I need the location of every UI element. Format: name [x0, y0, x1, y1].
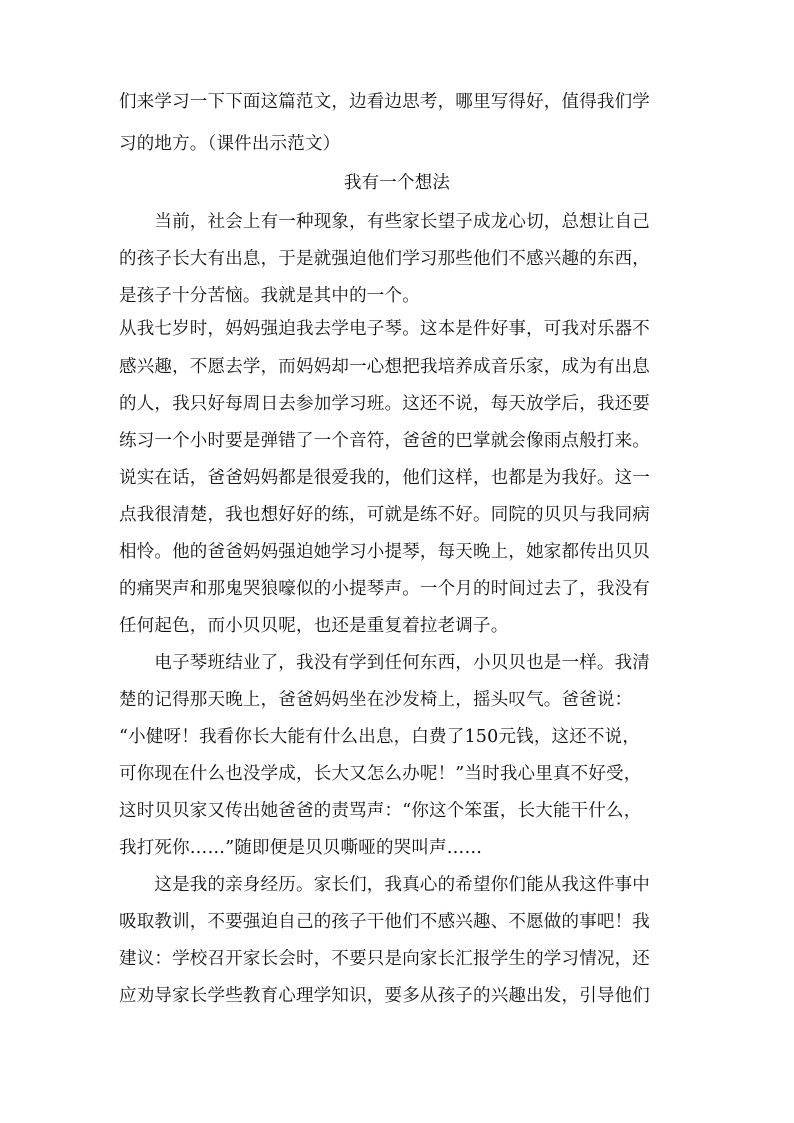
paragraph-line: 这是我的亲身经历。家长们，我真心的希望你们能从我这件事中 [119, 875, 650, 895]
paragraph-line: 楚的记得那天晚上，爸爸妈妈坐在沙发椅上，摇头叹气。爸爸说： [119, 690, 633, 710]
paragraph-line: 是孩子十分苦恼。我就是其中的一个。 [119, 286, 420, 306]
paragraph-line: 任何起色，而小贝贝呢，也还是重复着拉老调子。 [119, 616, 509, 636]
paragraph-line: 我打死你……”随即便是贝贝嘶哑的哭叫声…… [119, 838, 483, 858]
paragraph-line: 这时贝贝家又传出她爸爸的责骂声：“你这个笨蛋，长大能干什么， [119, 801, 642, 821]
paragraph-line: 习的地方。（课件出示范文） [119, 134, 341, 154]
essay-title: 我有一个想法 [343, 173, 451, 193]
paragraph-line: 从我七岁时，妈妈强迫我去学电子琴。这本是件好事，可我对乐器不 [119, 319, 650, 339]
paragraph-line: 建议：学校召开家长会时，不要只是向家长汇报学生的学习情况，还 [119, 949, 650, 969]
paragraph-line: 点我很清楚，我也想好好的练，可就是练不好。同院的贝贝与我同病 [119, 505, 650, 525]
paragraph-line: 们来学习一下下面这篇范文，边看边思考，哪里写得好，值得我们学 [119, 92, 650, 112]
paragraph-line: 相怜。他的爸爸妈妈强迫她学习小提琴，每天晚上，她家都传出贝贝 [119, 542, 650, 562]
paragraph-line: 的痛哭声和那鬼哭狼嚎似的小提琴声。一个月的时间过去了，我没有 [119, 579, 650, 599]
paragraph-line: 应劝导家长学些教育心理学知识，要多从孩子的兴趣出发，引导他们 [119, 986, 650, 1006]
paragraph-line: 说实在话，爸爸妈妈都是很爱我的，他们这样，也都是为我好。这一 [119, 468, 650, 488]
paragraph-line: 可你现在什么也没学成，长大又怎么办呢！”当时我心里真不好受， [119, 764, 642, 784]
paragraph-line: 的孩子长大有出息，于是就强迫他们学习那些他们不感兴趣的东西， [119, 249, 650, 269]
paragraph-line: 电子琴班结业了，我没有学到任何东西，小贝贝也是一样。我清 [119, 653, 650, 673]
paragraph-line: 当前，社会上有一种现象，有些家长望子成龙心切，总想让自己 [119, 212, 650, 232]
paragraph-line: 练习一个小时要是弹错了一个音符，爸爸的巴掌就会像雨点般打来。 [119, 431, 650, 451]
paragraph-line: 感兴趣，不愿去学，而妈妈却一心想把我培养成音乐家，成为有出息 [119, 357, 650, 377]
paragraph-line: 吸取教训，不要强迫自己的孩子干他们不感兴趣、不愿做的事吧！我 [119, 912, 650, 932]
paragraph-line: “小健呀！我看你长大能有什么出息，白费了150元钱，这还不说， [119, 727, 641, 747]
paragraph-line: 的人，我只好每周日去参加学习班。这还不说，每天放学后，我还要 [119, 394, 650, 414]
